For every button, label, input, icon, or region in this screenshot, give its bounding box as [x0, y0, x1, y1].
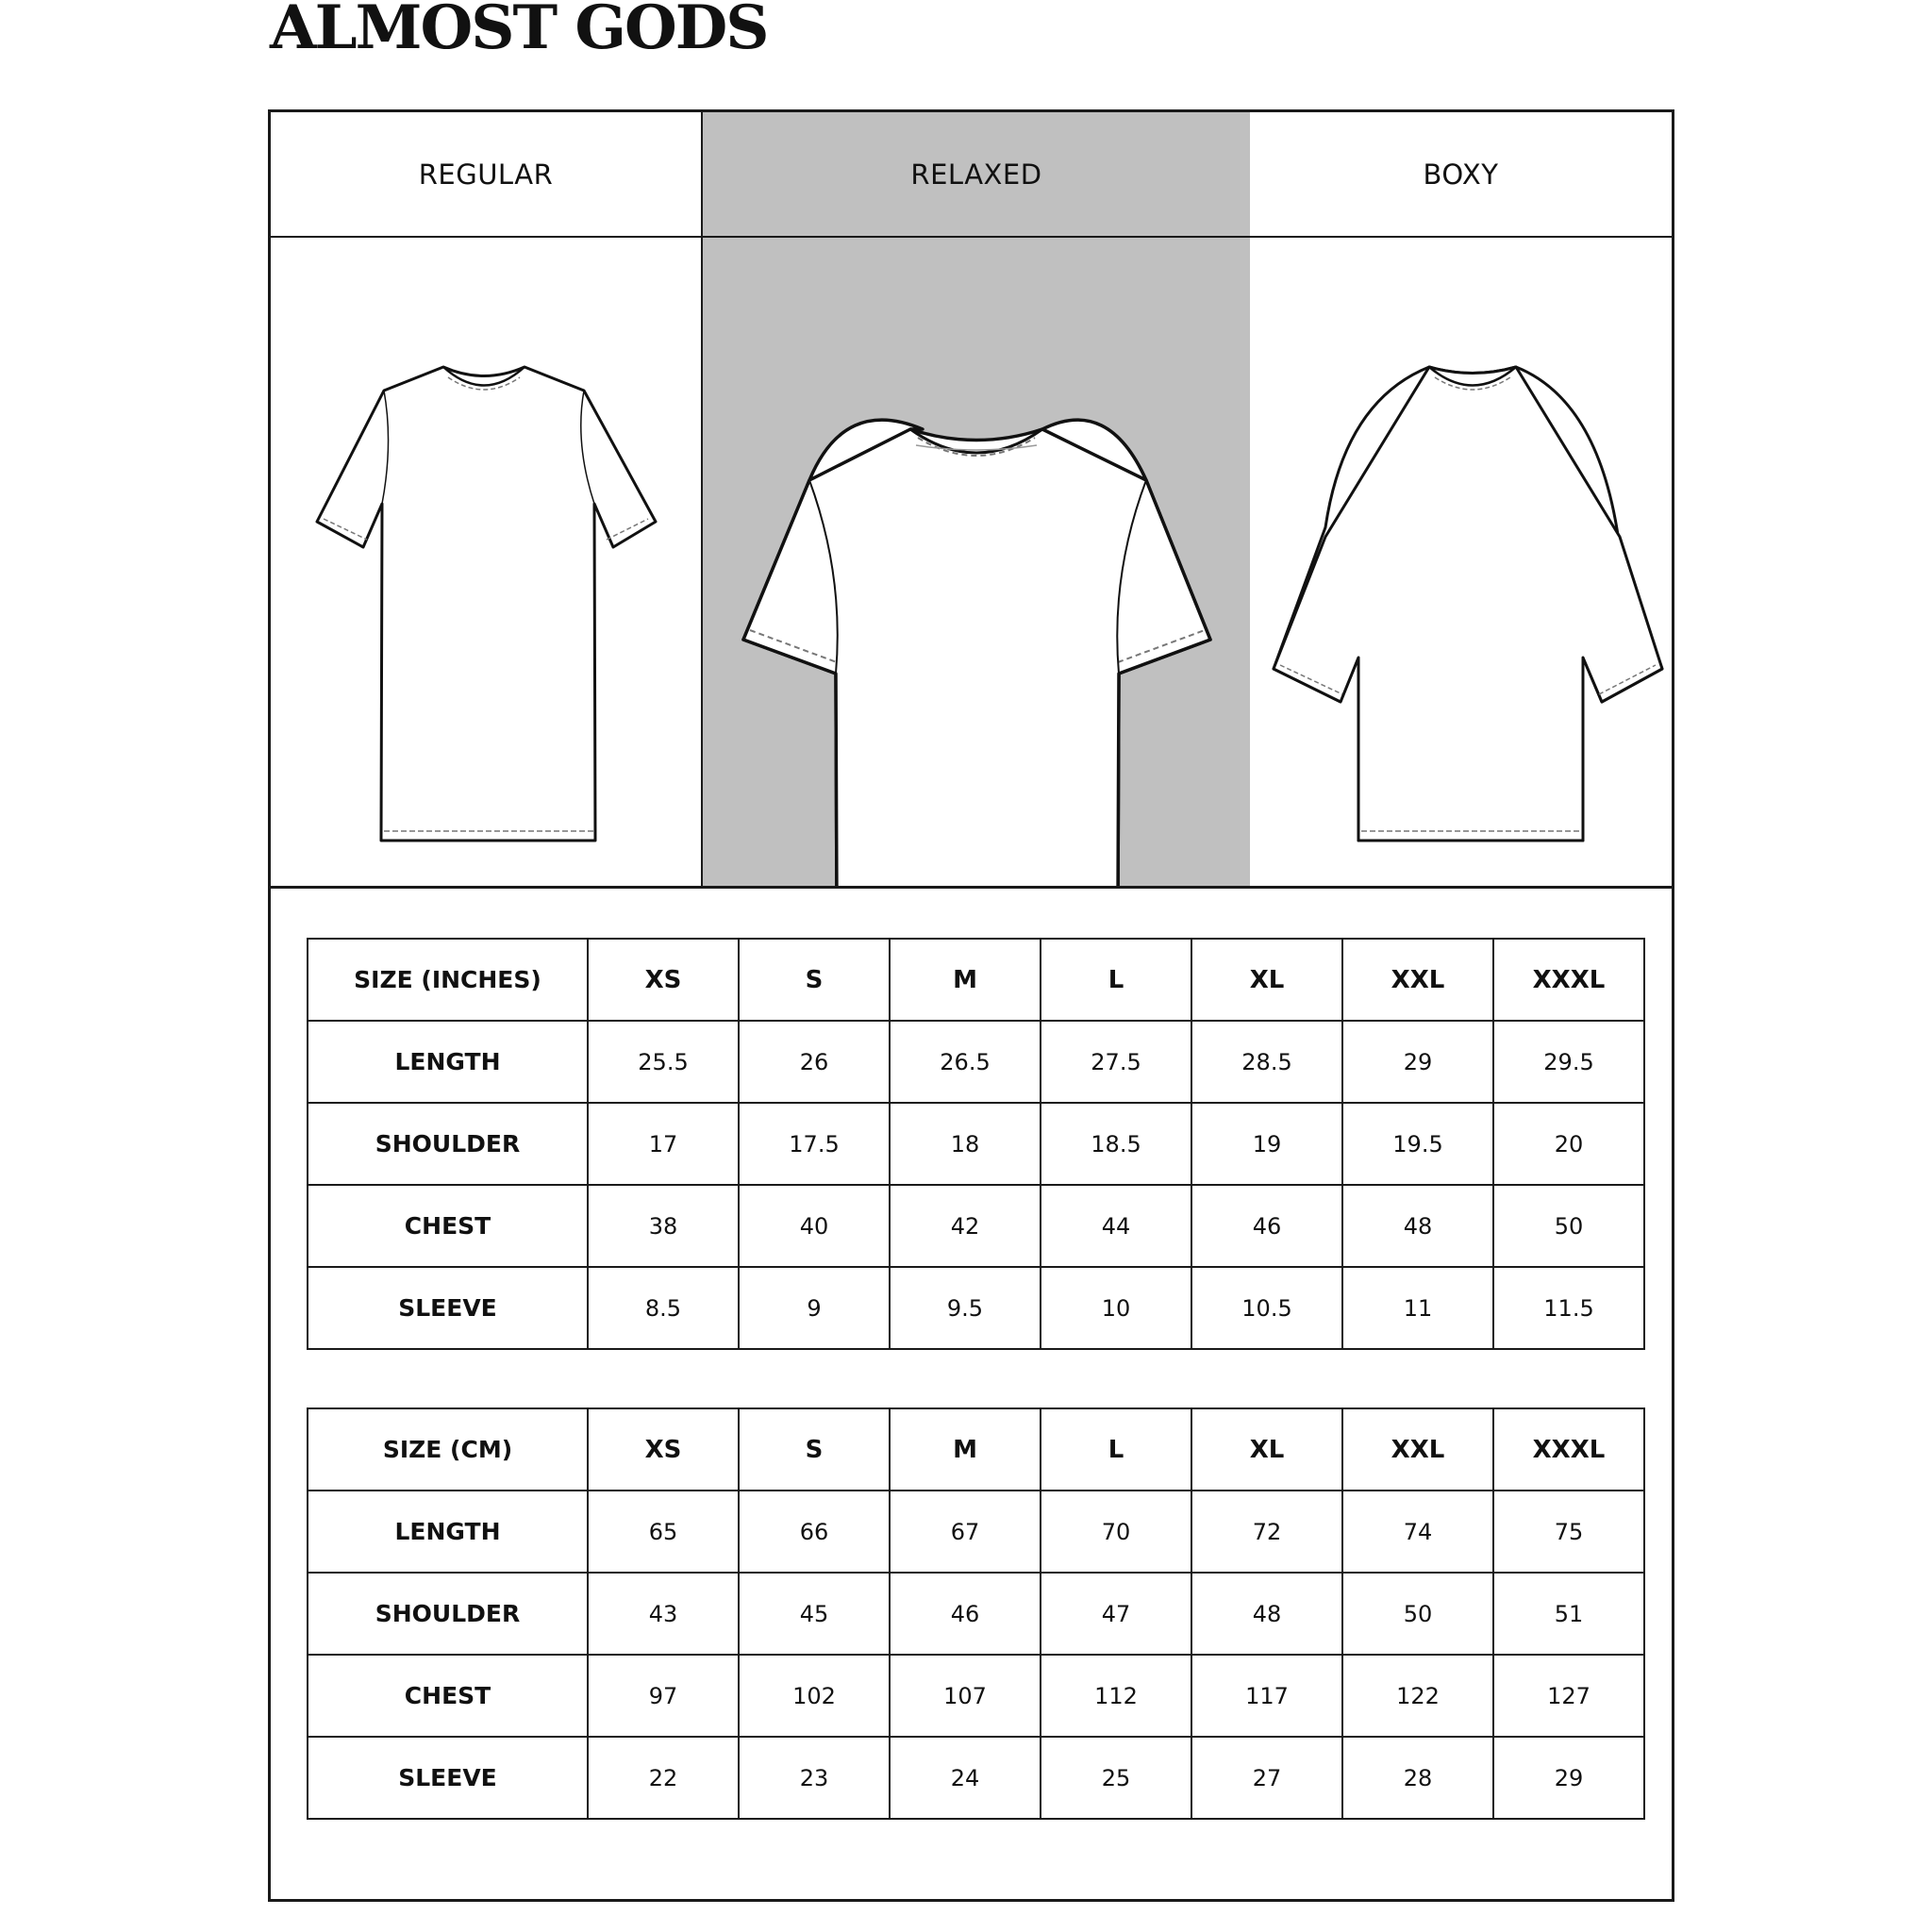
size-header: XXL: [1342, 1408, 1493, 1491]
table-cell: 29.5: [1493, 1021, 1644, 1103]
table-cell: 44: [1041, 1185, 1191, 1267]
table-cell: 11: [1342, 1267, 1493, 1349]
table-cell: 117: [1191, 1655, 1342, 1737]
table-row: [308, 1573, 1644, 1655]
table-cell: 46: [1191, 1185, 1342, 1267]
table-cell: 29: [1493, 1737, 1644, 1819]
table-cell: 97: [588, 1655, 739, 1737]
size-header: L: [1041, 939, 1191, 1021]
table-cell: 45: [739, 1573, 890, 1655]
size-header: XXL: [1342, 939, 1493, 1021]
fit-label-relaxed: RELAXED: [703, 112, 1250, 238]
table-cell: 42: [890, 1185, 1041, 1267]
fit-label-regular: REGULAR: [271, 112, 701, 238]
measurement-label: SLEEVE: [308, 1267, 588, 1349]
table-cell: 18: [890, 1103, 1041, 1185]
table-cell: 17.5: [739, 1103, 890, 1185]
table-cell: 8.5: [588, 1267, 739, 1349]
table-cell: 67: [890, 1491, 1041, 1573]
measurement-label: SHOULDER: [308, 1103, 588, 1185]
table-header-row: [308, 1408, 1644, 1491]
boxy-tshirt-icon: [1250, 236, 1672, 886]
table-cell: 28.5: [1191, 1021, 1342, 1103]
table-cell: 24: [890, 1737, 1041, 1819]
table-row: [308, 1655, 1644, 1737]
measurement-label: CHEST: [308, 1655, 588, 1737]
relaxed-tshirt-icon: [703, 236, 1250, 886]
brand-logo: ALMOST GODS: [270, 0, 768, 63]
table-row: [308, 1103, 1644, 1185]
table-cell: 25: [1041, 1737, 1191, 1819]
size-table-inches: [307, 938, 1645, 1350]
table-cell: 70: [1041, 1491, 1191, 1573]
table-cell: 72: [1191, 1491, 1342, 1573]
table-cell: 26: [739, 1021, 890, 1103]
size-table-cm: [307, 1407, 1645, 1820]
table-cell: 19.5: [1342, 1103, 1493, 1185]
size-guide-frame: [268, 109, 1674, 1902]
table-cell: 25.5: [588, 1021, 739, 1103]
fit-comparison: [271, 112, 1672, 889]
table-cell: 46: [890, 1573, 1041, 1655]
table-cell: 112: [1041, 1655, 1191, 1737]
fit-boxy: [1250, 112, 1672, 886]
table-cell: 23: [739, 1737, 890, 1819]
table-cell: 28: [1342, 1737, 1493, 1819]
table-cell: 51: [1493, 1573, 1644, 1655]
table-header-row: [308, 939, 1644, 1021]
measurement-label: LENGTH: [308, 1491, 588, 1573]
table-cell: 17: [588, 1103, 739, 1185]
size-header: XL: [1191, 1408, 1342, 1491]
table-cell: 47: [1041, 1573, 1191, 1655]
size-header: XL: [1191, 939, 1342, 1021]
table-cell: 11.5: [1493, 1267, 1644, 1349]
table-cell: 50: [1493, 1185, 1644, 1267]
table-cell: 107: [890, 1655, 1041, 1737]
size-header: M: [890, 1408, 1041, 1491]
size-header: S: [739, 939, 890, 1021]
table-cell: 102: [739, 1655, 890, 1737]
table-cell: 38: [588, 1185, 739, 1267]
table-row: [308, 1021, 1644, 1103]
measurement-label: SHOULDER: [308, 1573, 588, 1655]
table-cell: 74: [1342, 1491, 1493, 1573]
fit-label-boxy: BOXY: [1250, 112, 1672, 238]
measurement-label: SLEEVE: [308, 1737, 588, 1819]
table-cell: 40: [739, 1185, 890, 1267]
table-cell: 66: [739, 1491, 890, 1573]
table-cell: 22: [588, 1737, 739, 1819]
table-cell: 127: [1493, 1655, 1644, 1737]
size-header: XXXL: [1493, 1408, 1644, 1491]
table-cell: 10: [1041, 1267, 1191, 1349]
table-row: [308, 1267, 1644, 1349]
measurement-label: LENGTH: [308, 1021, 588, 1103]
table-cell: 10.5: [1191, 1267, 1342, 1349]
table-cell: 9: [739, 1267, 890, 1349]
table-row: [308, 1491, 1644, 1573]
table-cell: 9.5: [890, 1267, 1041, 1349]
size-header: M: [890, 939, 1041, 1021]
table-cell: 43: [588, 1573, 739, 1655]
measurement-label: CHEST: [308, 1185, 588, 1267]
size-header: L: [1041, 1408, 1191, 1491]
table-header-label: SIZE (CM): [308, 1408, 588, 1491]
table-cell: 75: [1493, 1491, 1644, 1573]
table-cell: 18.5: [1041, 1103, 1191, 1185]
size-header: S: [739, 1408, 890, 1491]
table-cell: 48: [1342, 1185, 1493, 1267]
fit-regular: [271, 112, 703, 886]
size-header: XS: [588, 1408, 739, 1491]
table-row: [308, 1737, 1644, 1819]
regular-tshirt-icon: [271, 236, 703, 886]
size-header: XXXL: [1493, 939, 1644, 1021]
table-cell: 65: [588, 1491, 739, 1573]
table-cell: 20: [1493, 1103, 1644, 1185]
table-cell: 27.5: [1041, 1021, 1191, 1103]
table-cell: 29: [1342, 1021, 1493, 1103]
table-cell: 27: [1191, 1737, 1342, 1819]
table-row: [308, 1185, 1644, 1267]
table-cell: 50: [1342, 1573, 1493, 1655]
size-header: XS: [588, 939, 739, 1021]
table-header-label: SIZE (INCHES): [308, 939, 588, 1021]
table-cell: 19: [1191, 1103, 1342, 1185]
table-cell: 122: [1342, 1655, 1493, 1737]
fit-relaxed: [703, 112, 1250, 886]
table-cell: 26.5: [890, 1021, 1041, 1103]
table-cell: 48: [1191, 1573, 1342, 1655]
